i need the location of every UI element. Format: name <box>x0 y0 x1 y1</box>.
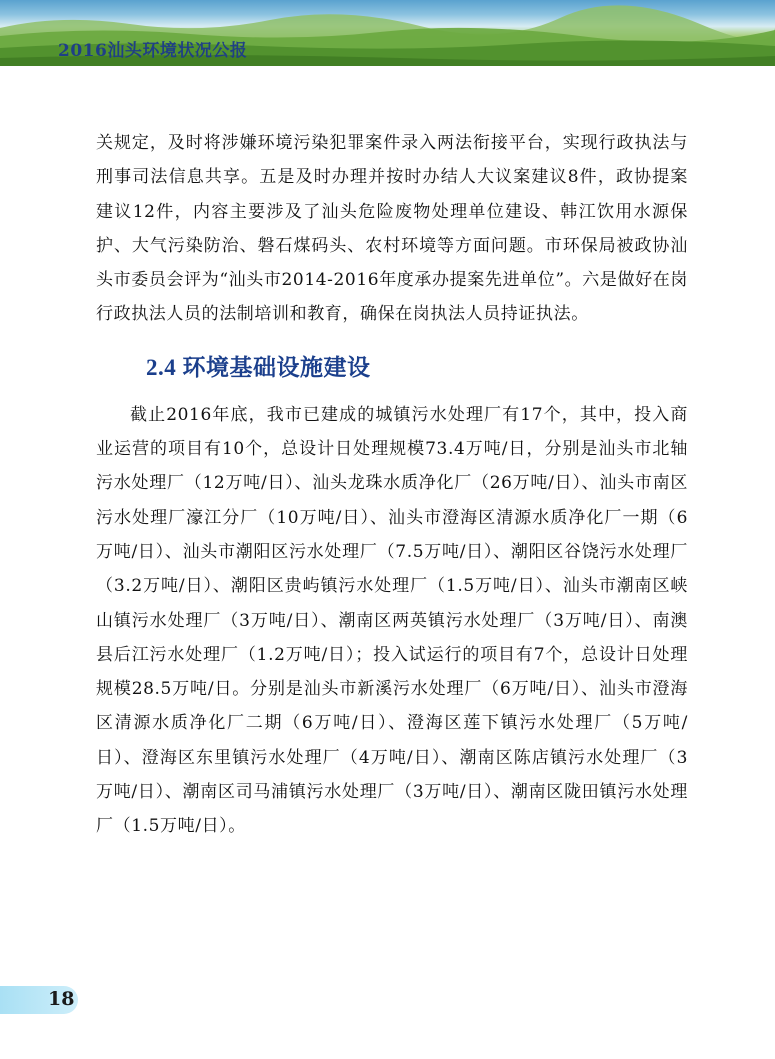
body-paragraph: 关规定，及时将涉嫌环境污染犯罪案件录入两法衔接平台，实现行政执法与刑事司法信息共享。五是及时办理并按时办结人大议案建议8件，政协提案建议12件，内容主要涉及了汕头危险废物处理单位建设、韩江饮用水源保护、大气污染防治、磐石煤码头、农村环境等方面问题。市环保局被政协汕头市委员会评为“汕头市2014-2016年度承办提案先进单位”。六是做好在岗行政执法人员的法制培训和教育，确保在岗执法人员持证执法。 <box>96 133 688 325</box>
report-title: 2016汕头环境状况公报 <box>58 41 248 61</box>
section-heading: 2.4 环境基础设施建设 <box>146 354 371 380</box>
header-banner <box>0 0 775 66</box>
body-paragraph: 截止2016年底，我市已建成的城镇污水处理厂有17个，其中，投入商业运营的项目有10个，总设计日处理规模73.4万吨/日，分别是汕头市北轴污水处理厂（12万吨/日）、汕头龙珠水质净化厂（26万吨/日）、汕头市南区污水处理厂濠江分厂（10万吨/日）、汕头市澄海区清源水质净化厂一期（6万吨/日）、汕头市潮阳区污水处理厂（7.5万吨/日）、潮阳区谷饶污水处理厂（3.2万吨/日）、潮阳区贵屿镇污水处理厂（1.5万吨/日）、汕头市潮南区峡山镇污水处理厂（3万吨/日）、潮南区两英镇污水处理厂（3万吨/日）、南澳县后江污水处理厂（1.2万吨/日）；投入试运行的项目有7个，总设计日处理规模28.5万吨/日。分别是汕头市新溪污水处理厂（6万吨/日）、汕头市澄海区清源水质净化厂二期（6万吨/日）、澄海区莲下镇污水处理厂（5万吨/日）、澄海区东里镇污水处理厂（4万吨/日）、潮南区陈店镇污水处理厂（3万吨/日）、潮南区司马浦镇污水处理厂（3万吨/日）、潮南区陇田镇污水处理厂（1.5万吨/日）。 <box>96 404 688 837</box>
page-number: 18 <box>48 988 75 1010</box>
page-content <box>96 126 688 844</box>
